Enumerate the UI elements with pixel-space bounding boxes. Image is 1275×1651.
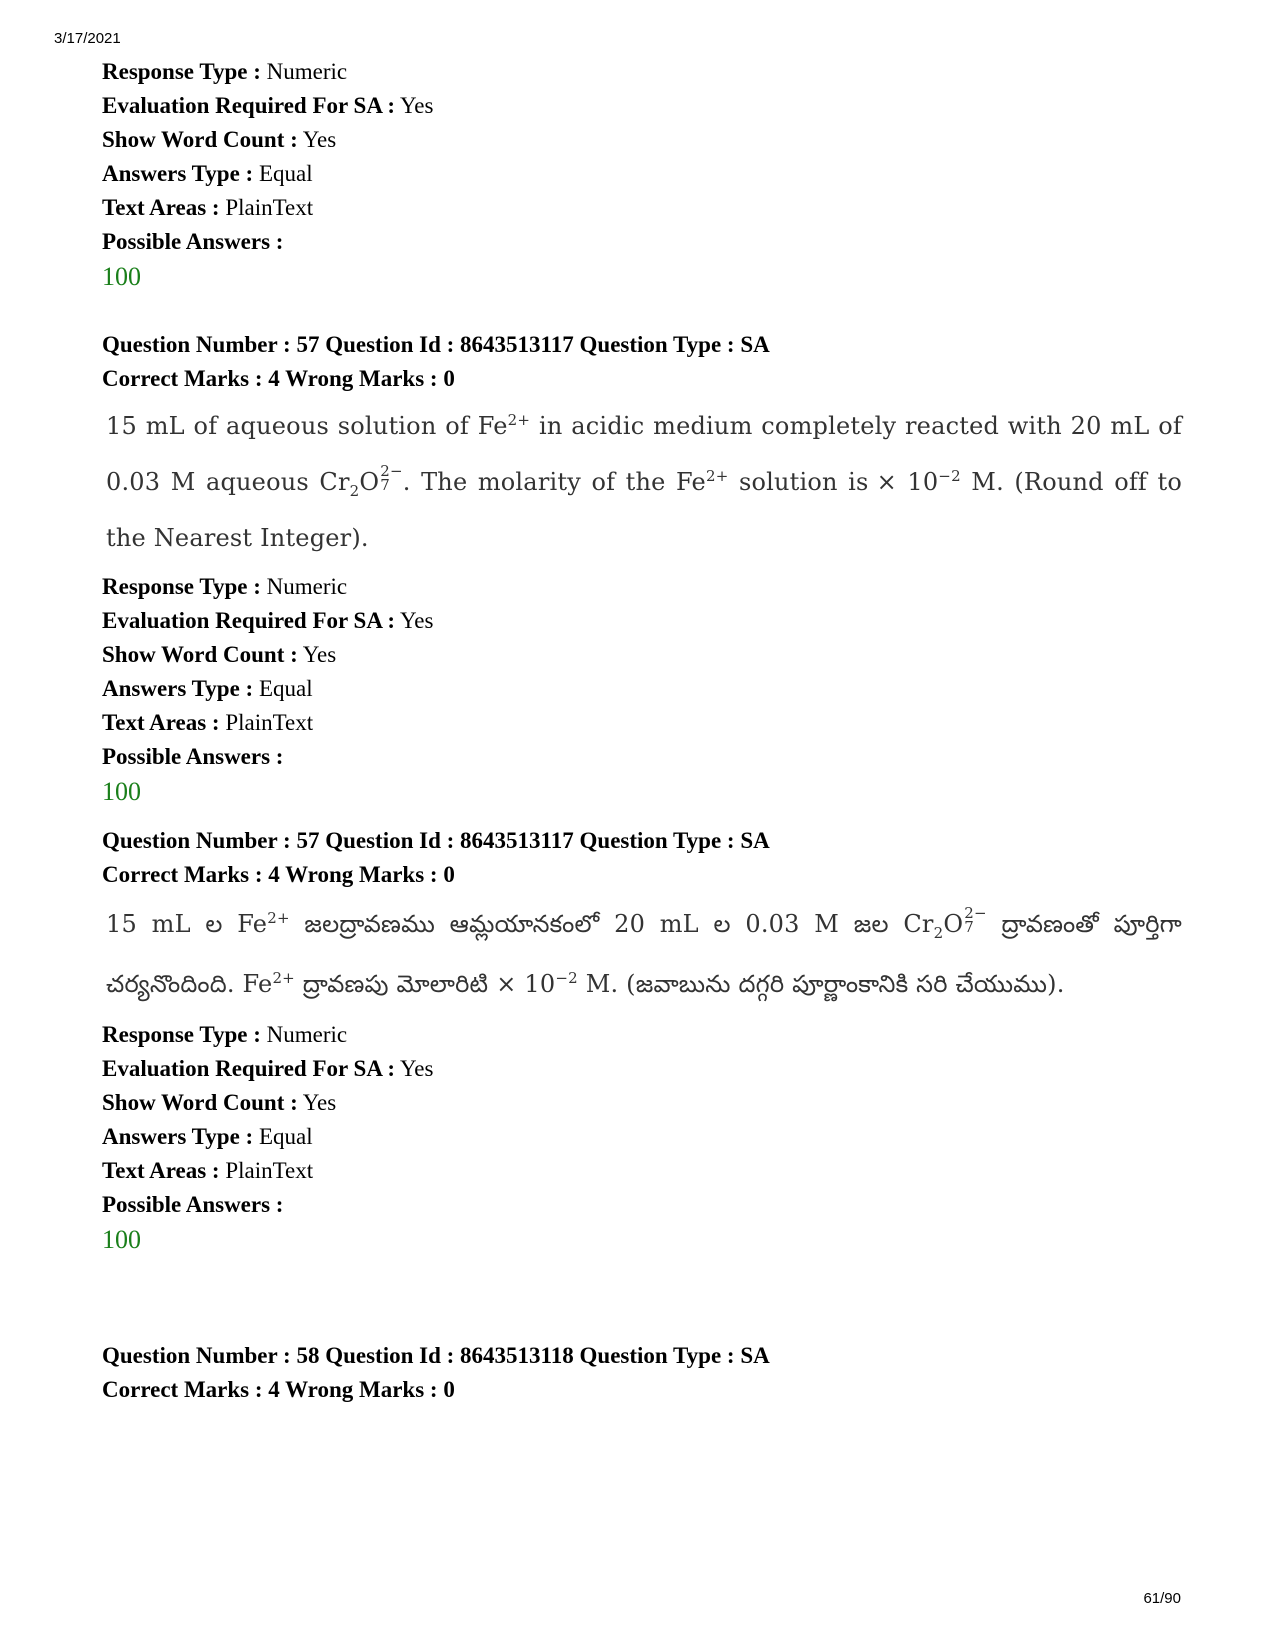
answers-type-value: Equal bbox=[258, 676, 313, 701]
evaluation-required-value: Yes bbox=[400, 608, 434, 633]
oxygen-symbol: O bbox=[359, 468, 380, 496]
oxygen-symbol: O bbox=[943, 910, 964, 938]
cr-subscript: 2 bbox=[933, 923, 944, 942]
evaluation-required-row bbox=[102, 89, 1182, 123]
question-text bbox=[106, 398, 1182, 566]
possible-answers-label: Possible Answers : bbox=[102, 744, 284, 769]
show-word-count-label: Show Word Count : bbox=[102, 1090, 298, 1115]
question-marks-text: Correct Marks : 4 Wrong Marks : 0 bbox=[102, 366, 455, 391]
question-text-part: solution is bbox=[738, 468, 869, 496]
fe-charge: 2+ bbox=[267, 909, 290, 927]
question-text-part: ద్రావణంతో పూర్తిగా చర్యనొందింది. Fe bbox=[106, 910, 1182, 998]
evaluation-required-value: Yes bbox=[400, 93, 434, 118]
exponent: −2 bbox=[938, 467, 961, 485]
question-text-part: in acidic medium completely reacted with 20 mL of 0.03 M aqueous Cr bbox=[106, 412, 1182, 496]
question-text-part: M. (Round off to the Nearest Integer). bbox=[106, 468, 1182, 552]
answers-type-value: Equal bbox=[258, 161, 313, 186]
evaluation-required-label: Evaluation Required For SA : bbox=[102, 608, 396, 633]
question-text-part: ద్రావణపు మోలారిటి bbox=[302, 970, 489, 998]
show-word-count-row bbox=[102, 123, 1182, 157]
question-text bbox=[106, 894, 1182, 1014]
question-text-part: 15 mL ల Fe bbox=[106, 910, 268, 938]
text-areas-row bbox=[102, 1154, 1182, 1188]
oxygen-subscript: 7 bbox=[380, 475, 391, 494]
answers-type-row bbox=[102, 157, 1182, 191]
response-type-value: Numeric bbox=[266, 1022, 348, 1047]
possible-answers-label: Possible Answers : bbox=[102, 229, 284, 254]
show-word-count-row bbox=[102, 1086, 1182, 1120]
answers-type-label: Answers Type : bbox=[102, 161, 254, 186]
possible-answer-value: 100 bbox=[102, 1225, 141, 1254]
question-text-part: జలద్రావణము ఆమ్లయానకంలో 20 mL ల 0.03 M జల Cr bbox=[304, 910, 934, 938]
fe-charge: 2+ bbox=[272, 969, 295, 987]
possible-answers-row bbox=[102, 225, 1182, 259]
question-marks bbox=[102, 858, 1182, 892]
question-marks-text: Correct Marks : 4 Wrong Marks : 0 bbox=[102, 862, 455, 887]
question-56-details bbox=[102, 55, 1182, 295]
answers-type-row bbox=[102, 1120, 1182, 1154]
response-type-label: Response Type : bbox=[102, 59, 261, 84]
question-header-text: Question Number : 57 Question Id : 8643513117 Question Type : SA bbox=[102, 332, 770, 357]
show-word-count-label: Show Word Count : bbox=[102, 642, 298, 667]
response-type-label: Response Type : bbox=[102, 1022, 261, 1047]
question-text-part: M. (జవాబును దగ్గరి పూర్ణాంకానికి సరి చేయుము). bbox=[585, 970, 1065, 998]
answers-type-label: Answers Type : bbox=[102, 676, 254, 701]
response-type-row bbox=[102, 1018, 1182, 1052]
question-58 bbox=[102, 1339, 1182, 1407]
fe-charge: 2+ bbox=[507, 411, 531, 429]
possible-answer-value: 100 bbox=[102, 777, 141, 806]
question-header-text: Question Number : 57 Question Id : 8643513117 Question Type : SA bbox=[102, 828, 770, 853]
answers-type-row bbox=[102, 672, 1182, 706]
evaluation-required-row bbox=[102, 604, 1182, 638]
text-areas-label: Text Areas : bbox=[102, 195, 220, 220]
text-areas-row bbox=[102, 191, 1182, 225]
question-marks-text: Correct Marks : 4 Wrong Marks : 0 bbox=[102, 1377, 455, 1402]
question-marks bbox=[102, 1373, 1182, 1407]
print-date: 3/17/2021 bbox=[54, 30, 121, 47]
text-areas-value: PlainText bbox=[225, 710, 314, 735]
possible-answers-row bbox=[102, 1188, 1182, 1222]
text-areas-value: PlainText bbox=[225, 195, 314, 220]
show-word-count-label: Show Word Count : bbox=[102, 127, 298, 152]
possible-answers-row bbox=[102, 740, 1182, 774]
show-word-count-value: Yes bbox=[302, 642, 337, 667]
possible-answers-label: Possible Answers : bbox=[102, 1192, 284, 1217]
page-number: 61/90 bbox=[1143, 1590, 1181, 1607]
show-word-count-value: Yes bbox=[302, 1090, 337, 1115]
dichromate-charge: 2− bbox=[964, 903, 987, 922]
show-word-count-row bbox=[102, 638, 1182, 672]
exponent: −2 bbox=[555, 969, 578, 987]
cr-subscript: 2 bbox=[349, 481, 360, 500]
question-header-text: Question Number : 58 Question Id : 8643513118 Question Type : SA bbox=[102, 1343, 770, 1368]
fe-charge: 2+ bbox=[705, 467, 729, 485]
response-type-row bbox=[102, 570, 1182, 604]
response-type-row bbox=[102, 55, 1182, 89]
evaluation-required-label: Evaluation Required For SA : bbox=[102, 93, 396, 118]
question-57-telugu bbox=[102, 824, 1182, 1258]
evaluation-required-value: Yes bbox=[400, 1056, 434, 1081]
answers-type-label: Answers Type : bbox=[102, 1124, 254, 1149]
evaluation-required-label: Evaluation Required For SA : bbox=[102, 1056, 396, 1081]
question-text-part: × 10 bbox=[496, 970, 556, 998]
question-header bbox=[102, 824, 1182, 858]
question-text-part: 15 mL of aqueous solution of Fe bbox=[106, 412, 508, 440]
dichromate-charge: 2− bbox=[380, 461, 403, 480]
question-text-part: . The molarity of the Fe bbox=[402, 468, 706, 496]
text-areas-row bbox=[102, 706, 1182, 740]
question-header bbox=[102, 328, 1182, 362]
question-marks bbox=[102, 362, 1182, 396]
question-text-part: × 10 bbox=[876, 468, 939, 496]
answers-type-value: Equal bbox=[258, 1124, 313, 1149]
text-areas-value: PlainText bbox=[225, 1158, 314, 1183]
text-areas-label: Text Areas : bbox=[102, 1158, 220, 1183]
response-type-label: Response Type : bbox=[102, 574, 261, 599]
response-type-value: Numeric bbox=[266, 574, 348, 599]
text-areas-label: Text Areas : bbox=[102, 710, 220, 735]
question-header bbox=[102, 1339, 1182, 1373]
question-57-english bbox=[102, 328, 1182, 810]
response-type-value: Numeric bbox=[266, 59, 348, 84]
possible-answer-value: 100 bbox=[102, 262, 141, 291]
show-word-count-value: Yes bbox=[302, 127, 337, 152]
oxygen-subscript: 7 bbox=[964, 917, 974, 936]
evaluation-required-row bbox=[102, 1052, 1182, 1086]
